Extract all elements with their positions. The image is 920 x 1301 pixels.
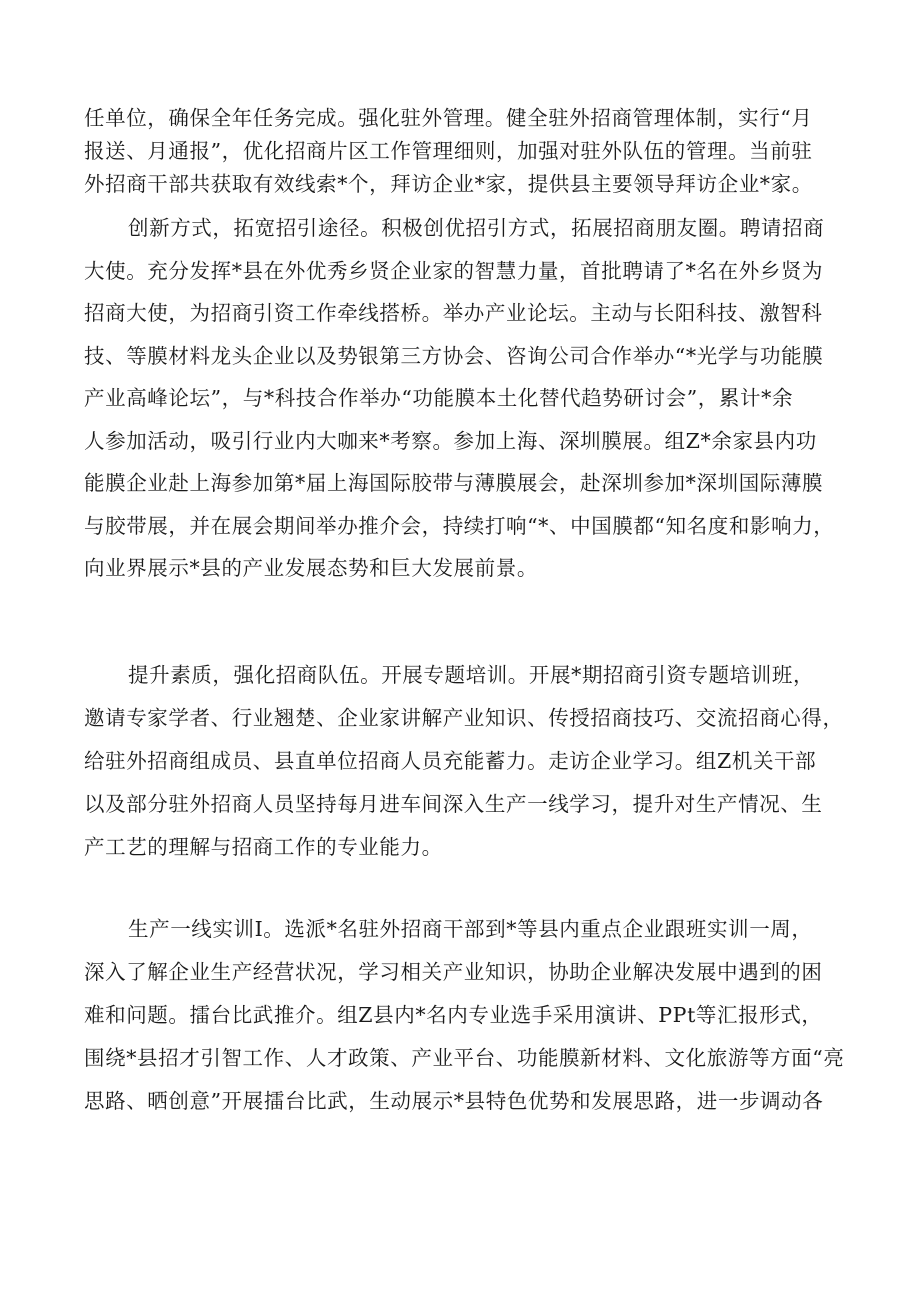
- paragraph-3: [84, 654, 854, 869]
- text-line: 招商大使，为招商引资工作牵线搭桥。举办产业论坛。主动与长阳科技、激智科: [84, 301, 823, 325]
- paragraph-1: [84, 102, 854, 201]
- text-line: 给驻外招商组成员、县直单位招商人员充能蓄力。走访企业学习。组Z机关干部: [84, 749, 817, 773]
- text-line: 能膜企业赴上海参加第*届上海国际胶带与薄膜展会，赴深圳参加*深圳国际薄膜: [84, 471, 824, 495]
- text-line: 产业高峰论坛”，与*科技合作举办“功能膜本土化替代趋势研讨会”，累计*余: [84, 386, 794, 410]
- text-line: 向业界展示*县的产业发展态势和巨大发展前景。: [84, 556, 538, 580]
- text-line: 生产一线实训I。选派*名驻外招商干部到*等县内重点企业跟班实训一周，: [128, 917, 813, 941]
- text-line: 围绕*县招才引智工作、人才政策、产业平台、功能膜新材料、文化旅游等方面“亮: [84, 1046, 845, 1070]
- text-line: 思路、晒创意”开展擂台比武，生动展示*县特色优势和发展思路，进一步调动各: [84, 1089, 824, 1113]
- text-line: 产工艺的理解与招商工作的专业能力。: [84, 835, 443, 859]
- text-line: 技、等膜材料龙头企业以及势银第三方协会、咨询公司合作举办“*光学与功能膜: [84, 343, 824, 368]
- text-line: 以及部分驻外招商人员坚持每月进车间深入生产一线学习，提升对生产情况、生: [84, 792, 823, 816]
- text-line: 深入了解企业生产经营状况，学习相关产业知识，协助企业解决发展中遇到的困: [84, 960, 823, 984]
- text-line: 创新方式，拓宽招引途径。积极创优招引方式，拓展招商朋友圈。聘请招商: [128, 216, 825, 240]
- text-line: 提升素质，强化招商队伍。开展专题培训。开展*期招商引资专题培训班，: [128, 663, 815, 687]
- text-line: 任单位，确保全年任务完成。强化驻外管理。健全驻外招商管理体制，实行“月: [84, 106, 813, 130]
- text-line: 报送、月通报”，优化招商片区工作管理细则，加强对驻外队伍的管理。当前驻: [84, 139, 813, 163]
- text-line: 难和问题。擂台比武推介。组Z县内*名内专业选手采用演讲、PPt等汇报形式，: [84, 1003, 823, 1027]
- paragraph-2: [84, 207, 854, 590]
- text-line: 人参加活动，吸引行业内大咖来*考察。参加上海、深圳膜展。组Z*余家县内功: [84, 428, 817, 453]
- text-line: 外招商干部共获取有效线索*个，拜访企业*家，提供县主要领导拜访企业*家。: [84, 172, 813, 196]
- text-line: 大使。充分发挥*县在外优秀乡贤企业家的智慧力量，首批聘请了*名在外乡贤为: [84, 258, 824, 283]
- paragraph-4: [84, 908, 854, 1123]
- text-line: 与胶带展，并在展会期间举办推介会，持续打响“*、中国膜都“知名度和影响力，: [84, 513, 835, 538]
- text-line: 邀请专家学者、行业翘楚、企业家讲解产业知识、传授招商技巧、交流招商心得，: [84, 706, 844, 730]
